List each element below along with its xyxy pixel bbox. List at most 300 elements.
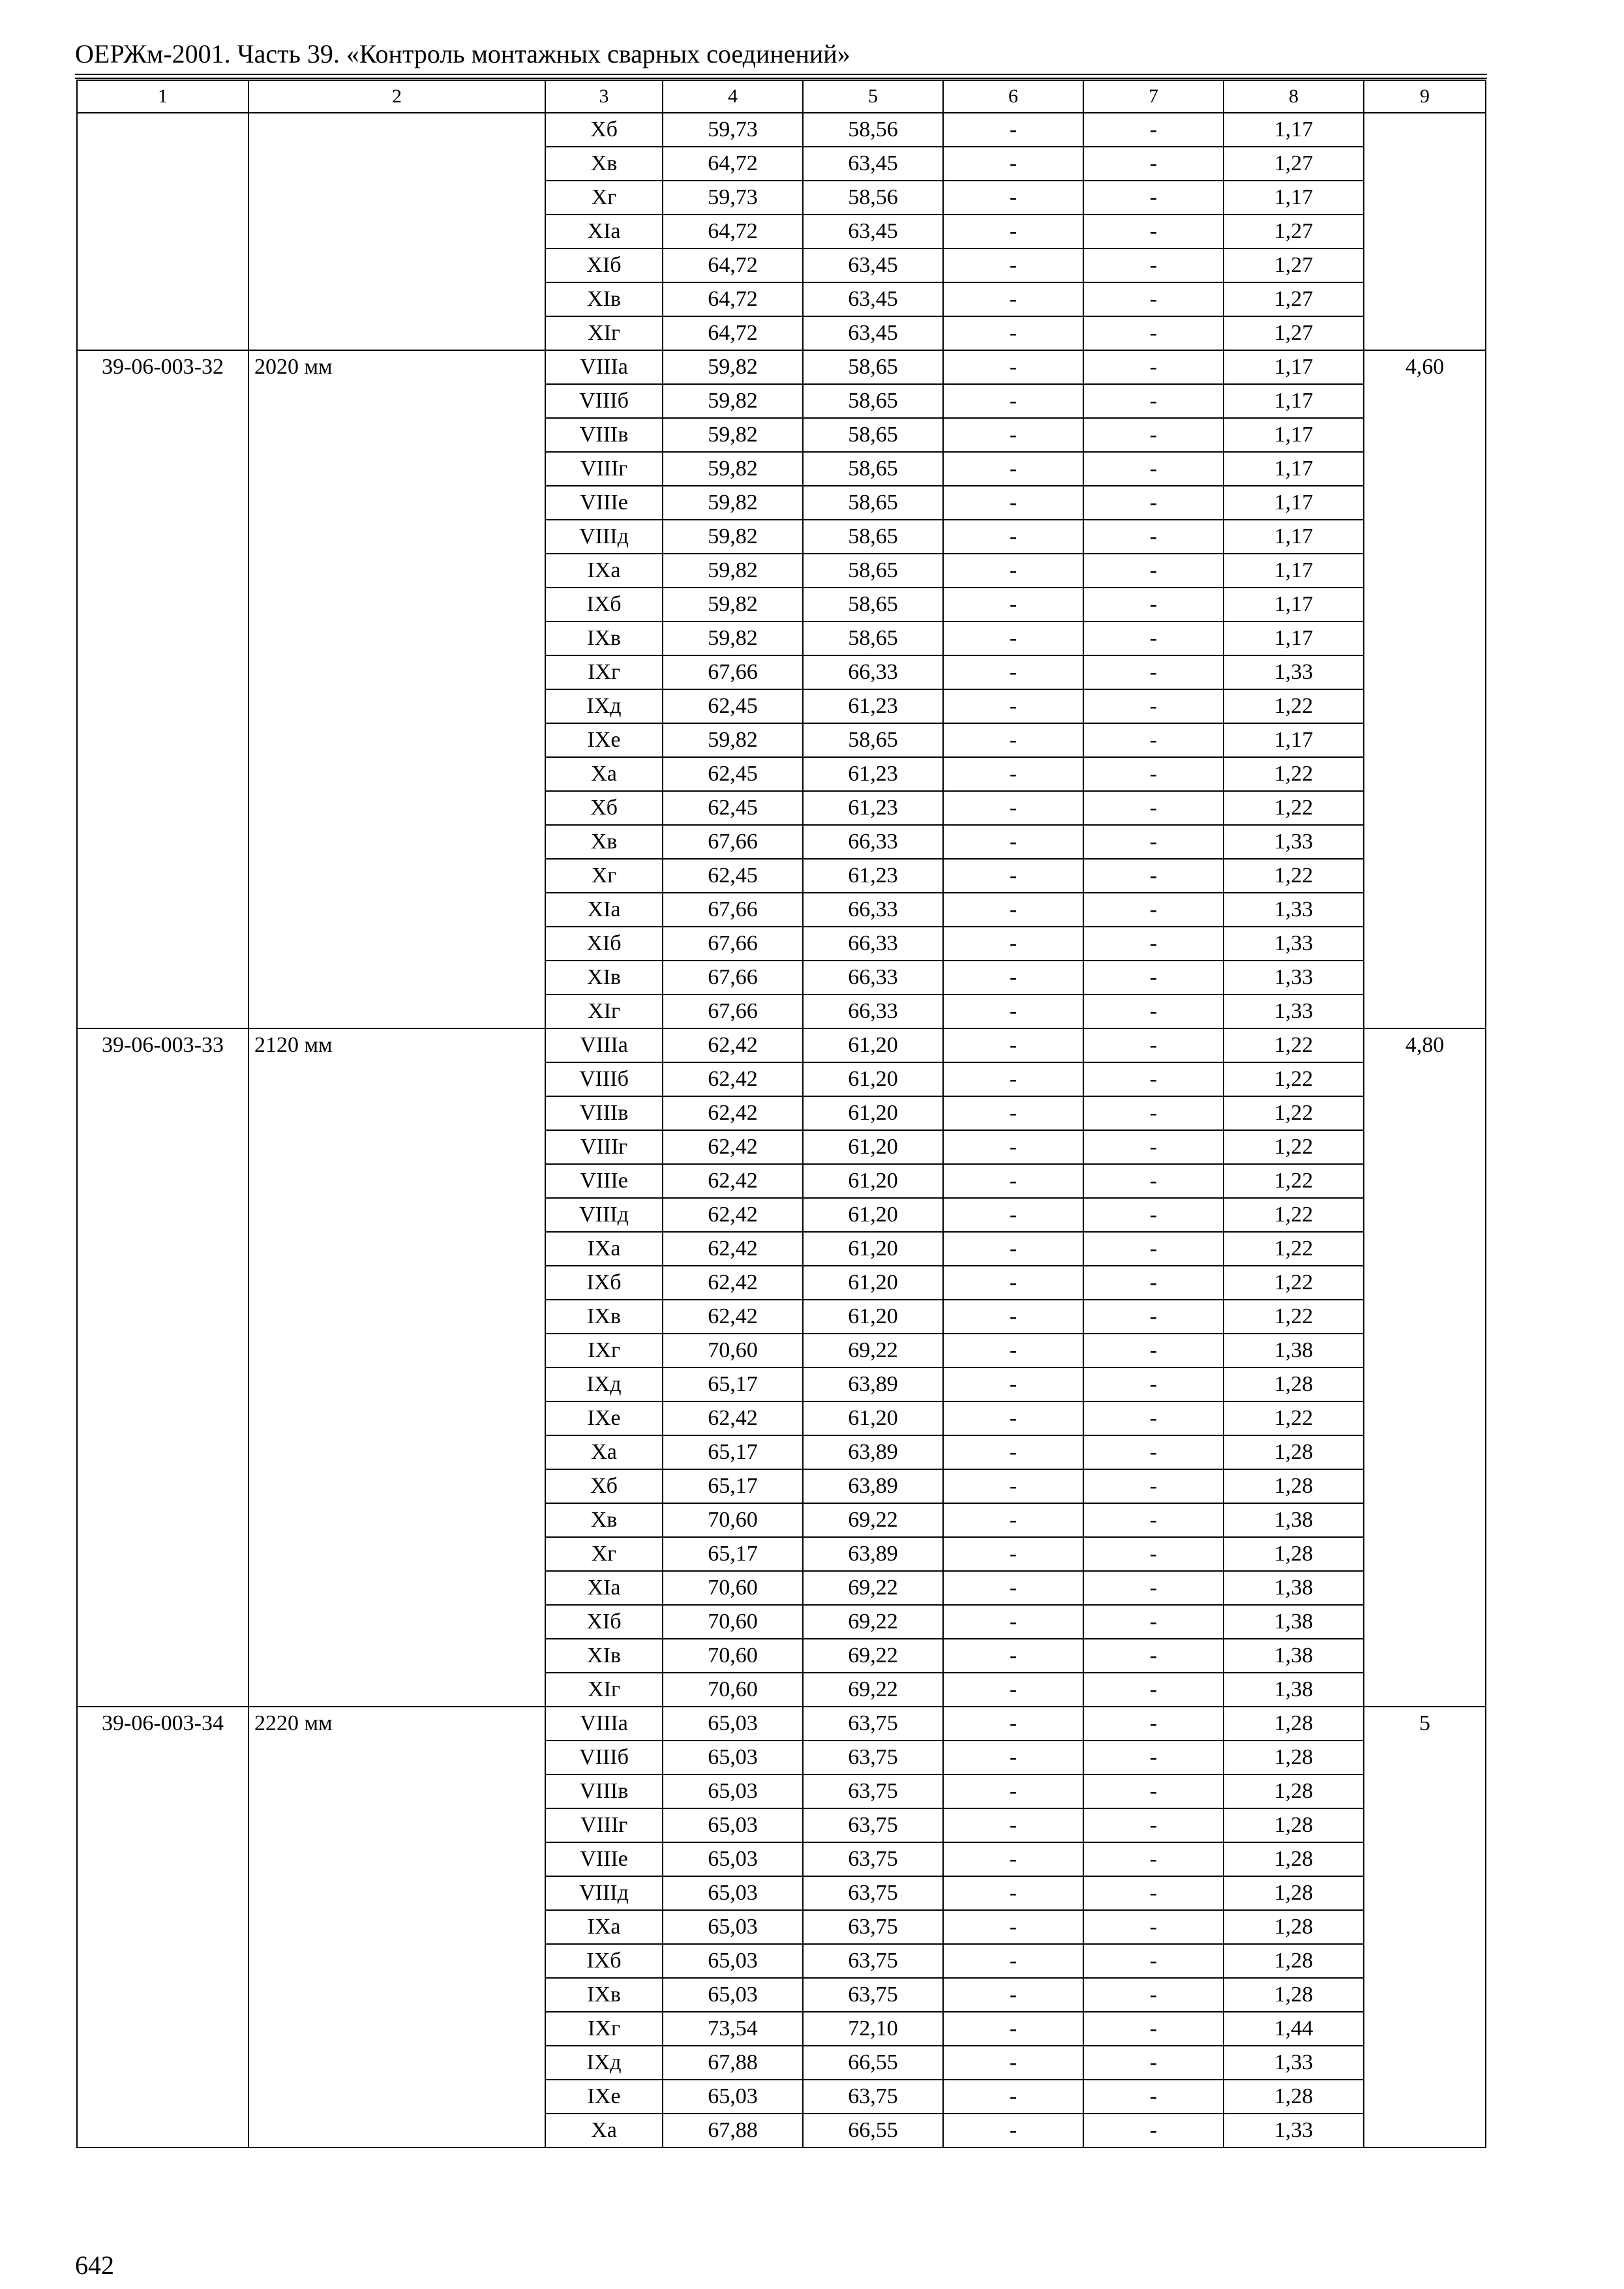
- wage-cell: 61,20: [803, 1062, 943, 1096]
- machines-cell: -: [943, 1605, 1083, 1639]
- materials-cell: 1,33: [1224, 2046, 1364, 2080]
- item-code-cell: 39-06-003-32: [77, 350, 248, 1028]
- total-cost-cell: 59,82: [663, 452, 803, 486]
- materials-cell: 1,38: [1224, 1605, 1364, 1639]
- wage-cell: 66,55: [803, 2114, 943, 2147]
- category-cell: Хв: [545, 1503, 663, 1537]
- category-cell: Хв: [545, 147, 663, 181]
- wage-cell: 58,56: [803, 113, 943, 147]
- machines-cell: -: [943, 1741, 1083, 1774]
- total-cost-cell: 65,03: [663, 1978, 803, 2012]
- category-cell: XIв: [545, 961, 663, 995]
- materials-cell: 1,22: [1224, 757, 1364, 791]
- wage-cell: 69,22: [803, 1503, 943, 1537]
- category-cell: Хб: [545, 791, 663, 825]
- total-cost-cell: 59,82: [663, 384, 803, 418]
- driver-wage-cell: -: [1083, 384, 1224, 418]
- driver-wage-cell: -: [1083, 1435, 1224, 1469]
- category-cell: Xa: [545, 1435, 663, 1469]
- driver-wage-cell: -: [1083, 452, 1224, 486]
- total-cost-cell: 65,03: [663, 2080, 803, 2114]
- category-cell: Хб: [545, 1469, 663, 1503]
- total-cost-cell: 67,66: [663, 927, 803, 961]
- materials-cell: 1,22: [1224, 1096, 1364, 1130]
- category-cell: VIIIa: [545, 1028, 663, 1062]
- category-cell: XIa: [545, 1571, 663, 1605]
- wage-cell: 69,22: [803, 1605, 943, 1639]
- materials-cell: 1,27: [1224, 215, 1364, 248]
- machines-cell: -: [943, 1164, 1083, 1198]
- category-cell: IXг: [545, 655, 663, 689]
- machines-cell: -: [943, 1774, 1083, 1808]
- machines-cell: -: [943, 1673, 1083, 1707]
- category-cell: IXa: [545, 1910, 663, 1944]
- machines-cell: -: [943, 961, 1083, 995]
- category-cell: VIIIa: [545, 350, 663, 384]
- driver-wage-cell: -: [1083, 1232, 1224, 1266]
- category-cell: VIIIa: [545, 1707, 663, 1741]
- total-cost-cell: 62,42: [663, 1062, 803, 1096]
- machines-cell: -: [943, 859, 1083, 893]
- driver-wage-cell: -: [1083, 418, 1224, 452]
- total-cost-cell: 65,17: [663, 1469, 803, 1503]
- materials-cell: 1,27: [1224, 316, 1364, 350]
- driver-wage-cell: -: [1083, 621, 1224, 655]
- total-cost-cell: 62,45: [663, 791, 803, 825]
- materials-cell: 1,38: [1224, 1503, 1364, 1537]
- driver-wage-cell: -: [1083, 2012, 1224, 2046]
- materials-cell: 1,22: [1224, 791, 1364, 825]
- materials-cell: 1,38: [1224, 1673, 1364, 1707]
- wage-cell: 63,75: [803, 1707, 943, 1741]
- wage-cell: 58,65: [803, 452, 943, 486]
- driver-wage-cell: -: [1083, 723, 1224, 757]
- labor-cost-cell: 4,60: [1364, 350, 1486, 1028]
- driver-wage-cell: -: [1083, 859, 1224, 893]
- column-number-cell: 9: [1364, 80, 1486, 113]
- total-cost-cell: 62,42: [663, 1232, 803, 1266]
- machines-cell: -: [943, 384, 1083, 418]
- driver-wage-cell: -: [1083, 927, 1224, 961]
- wage-cell: 61,20: [803, 1401, 943, 1435]
- category-cell: IXв: [545, 1978, 663, 2012]
- category-cell: Xa: [545, 757, 663, 791]
- wage-cell: 69,22: [803, 1639, 943, 1673]
- machines-cell: -: [943, 791, 1083, 825]
- column-number-cell: 2: [248, 80, 545, 113]
- machines-cell: -: [943, 350, 1083, 384]
- total-cost-cell: 65,03: [663, 1707, 803, 1741]
- machines-cell: -: [943, 2114, 1083, 2147]
- machines-cell: -: [943, 248, 1083, 282]
- machines-cell: -: [943, 893, 1083, 927]
- category-cell: XIв: [545, 282, 663, 316]
- wage-cell: 63,89: [803, 1435, 943, 1469]
- table-row: [77, 350, 1486, 384]
- total-cost-cell: 67,88: [663, 2046, 803, 2080]
- materials-cell: 1,28: [1224, 1978, 1364, 2012]
- machines-cell: -: [943, 1028, 1083, 1062]
- driver-wage-cell: -: [1083, 1469, 1224, 1503]
- total-cost-cell: 70,60: [663, 1605, 803, 1639]
- total-cost-cell: 70,60: [663, 1673, 803, 1707]
- materials-cell: 1,33: [1224, 893, 1364, 927]
- category-cell: IXe: [545, 723, 663, 757]
- category-cell: VIIIв: [545, 1096, 663, 1130]
- total-cost-cell: 59,82: [663, 418, 803, 452]
- total-cost-cell: 64,72: [663, 248, 803, 282]
- labor-cost-cell: 5: [1364, 1707, 1486, 2147]
- total-cost-cell: 65,17: [663, 1435, 803, 1469]
- driver-wage-cell: -: [1083, 1808, 1224, 1842]
- driver-wage-cell: -: [1083, 147, 1224, 181]
- machines-cell: -: [943, 2046, 1083, 2080]
- driver-wage-cell: -: [1083, 1741, 1224, 1774]
- machines-cell: -: [943, 2080, 1083, 2114]
- machines-cell: -: [943, 1944, 1083, 1978]
- category-cell: VIIIв: [545, 418, 663, 452]
- materials-cell: 1,17: [1224, 621, 1364, 655]
- item-code-cell: [77, 113, 248, 350]
- driver-wage-cell: -: [1083, 2080, 1224, 2114]
- total-cost-cell: 67,66: [663, 893, 803, 927]
- machines-cell: -: [943, 1469, 1083, 1503]
- driver-wage-cell: -: [1083, 1164, 1224, 1198]
- category-cell: XIг: [545, 316, 663, 350]
- category-cell: XIб: [545, 1605, 663, 1639]
- wage-cell: 58,65: [803, 621, 943, 655]
- category-cell: VIIIe: [545, 1842, 663, 1876]
- driver-wage-cell: -: [1083, 1774, 1224, 1808]
- wage-cell: 63,89: [803, 1469, 943, 1503]
- materials-cell: 1,22: [1224, 1028, 1364, 1062]
- materials-cell: 1,33: [1224, 995, 1364, 1028]
- materials-cell: 1,33: [1224, 825, 1364, 859]
- machines-cell: -: [943, 1062, 1083, 1096]
- wage-cell: 63,75: [803, 1842, 943, 1876]
- machines-cell: -: [943, 147, 1083, 181]
- materials-cell: 1,33: [1224, 961, 1364, 995]
- driver-wage-cell: -: [1083, 2046, 1224, 2080]
- materials-cell: 1,22: [1224, 1266, 1364, 1300]
- materials-cell: 1,28: [1224, 1435, 1364, 1469]
- total-cost-cell: 65,03: [663, 1910, 803, 1944]
- materials-cell: 1,22: [1224, 859, 1364, 893]
- driver-wage-cell: -: [1083, 181, 1224, 215]
- category-cell: Хг: [545, 181, 663, 215]
- total-cost-cell: 65,03: [663, 1944, 803, 1978]
- machines-cell: -: [943, 181, 1083, 215]
- wage-cell: 66,33: [803, 927, 943, 961]
- materials-cell: 1,27: [1224, 282, 1364, 316]
- table-row: [77, 1707, 1486, 1741]
- driver-wage-cell: -: [1083, 1062, 1224, 1096]
- category-cell: IXд: [545, 1368, 663, 1401]
- category-cell: IXa: [545, 554, 663, 588]
- wage-cell: 61,23: [803, 757, 943, 791]
- machines-cell: -: [943, 418, 1083, 452]
- driver-wage-cell: -: [1083, 655, 1224, 689]
- category-cell: XIб: [545, 248, 663, 282]
- machines-cell: -: [943, 689, 1083, 723]
- machines-cell: -: [943, 655, 1083, 689]
- wage-cell: 69,22: [803, 1334, 943, 1368]
- materials-cell: 1,28: [1224, 1707, 1364, 1741]
- wage-cell: 66,33: [803, 995, 943, 1028]
- wage-cell: 58,65: [803, 723, 943, 757]
- materials-cell: 1,38: [1224, 1639, 1364, 1673]
- wage-cell: 63,75: [803, 1910, 943, 1944]
- wage-cell: 63,89: [803, 1537, 943, 1571]
- wage-cell: 66,33: [803, 961, 943, 995]
- labor-cost-cell: [1364, 113, 1486, 350]
- driver-wage-cell: -: [1083, 1266, 1224, 1300]
- category-cell: VIIIб: [545, 1062, 663, 1096]
- materials-cell: 1,28: [1224, 1808, 1364, 1842]
- wage-cell: 61,20: [803, 1028, 943, 1062]
- materials-cell: 1,28: [1224, 1876, 1364, 1910]
- materials-cell: 1,33: [1224, 655, 1364, 689]
- column-number-cell: 7: [1083, 80, 1224, 113]
- category-cell: VIIIб: [545, 1741, 663, 1774]
- total-cost-cell: 70,60: [663, 1334, 803, 1368]
- wage-cell: 63,75: [803, 1774, 943, 1808]
- total-cost-cell: 65,17: [663, 1368, 803, 1401]
- materials-cell: 1,28: [1224, 1944, 1364, 1978]
- total-cost-cell: 62,42: [663, 1198, 803, 1232]
- category-cell: Хг: [545, 859, 663, 893]
- total-cost-cell: 64,72: [663, 215, 803, 248]
- total-cost-cell: 59,82: [663, 350, 803, 384]
- total-cost-cell: 64,72: [663, 147, 803, 181]
- category-cell: IXб: [545, 1944, 663, 1978]
- category-cell: XIг: [545, 995, 663, 1028]
- materials-cell: 1,33: [1224, 2114, 1364, 2147]
- machines-cell: -: [943, 1232, 1083, 1266]
- driver-wage-cell: -: [1083, 215, 1224, 248]
- wage-cell: 63,75: [803, 1808, 943, 1842]
- wage-cell: 61,20: [803, 1130, 943, 1164]
- machines-cell: -: [943, 1639, 1083, 1673]
- header-rule-bottom: [75, 78, 1487, 79]
- category-cell: XIa: [545, 215, 663, 248]
- driver-wage-cell: -: [1083, 1673, 1224, 1707]
- machines-cell: -: [943, 1537, 1083, 1571]
- wage-cell: 63,45: [803, 248, 943, 282]
- total-cost-cell: 62,45: [663, 689, 803, 723]
- total-cost-cell: 67,88: [663, 2114, 803, 2147]
- wage-cell: 63,75: [803, 2080, 943, 2114]
- total-cost-cell: 62,42: [663, 1096, 803, 1130]
- driver-wage-cell: -: [1083, 1503, 1224, 1537]
- category-cell: VIIIг: [545, 452, 663, 486]
- diameter-cell: 2220 мм: [248, 1707, 545, 2147]
- wage-cell: 61,20: [803, 1300, 943, 1334]
- driver-wage-cell: -: [1083, 893, 1224, 927]
- header-rule-top: [75, 74, 1487, 75]
- materials-cell: 1,17: [1224, 554, 1364, 588]
- driver-wage-cell: -: [1083, 1842, 1224, 1876]
- wage-cell: 61,20: [803, 1232, 943, 1266]
- driver-wage-cell: -: [1083, 554, 1224, 588]
- total-cost-cell: 59,82: [663, 621, 803, 655]
- category-cell: IXг: [545, 1334, 663, 1368]
- materials-cell: 1,28: [1224, 1774, 1364, 1808]
- driver-wage-cell: -: [1083, 791, 1224, 825]
- driver-wage-cell: -: [1083, 1978, 1224, 2012]
- total-cost-cell: 70,60: [663, 1639, 803, 1673]
- category-cell: Xa: [545, 2114, 663, 2147]
- total-cost-cell: 67,66: [663, 995, 803, 1028]
- machines-cell: -: [943, 995, 1083, 1028]
- materials-cell: 1,17: [1224, 486, 1364, 520]
- machines-cell: -: [943, 1334, 1083, 1368]
- wage-cell: 63,45: [803, 147, 943, 181]
- category-cell: VIIIг: [545, 1130, 663, 1164]
- materials-cell: 1,28: [1224, 1368, 1364, 1401]
- materials-cell: 1,17: [1224, 418, 1364, 452]
- materials-cell: 1,27: [1224, 248, 1364, 282]
- total-cost-cell: 73,54: [663, 2012, 803, 2046]
- total-cost-cell: 62,45: [663, 757, 803, 791]
- category-cell: IXa: [545, 1232, 663, 1266]
- machines-cell: -: [943, 1503, 1083, 1537]
- total-cost-cell: 59,82: [663, 486, 803, 520]
- driver-wage-cell: -: [1083, 1639, 1224, 1673]
- machines-cell: -: [943, 588, 1083, 621]
- machines-cell: -: [943, 282, 1083, 316]
- machines-cell: -: [943, 723, 1083, 757]
- materials-cell: 1,33: [1224, 927, 1364, 961]
- wage-cell: 63,89: [803, 1368, 943, 1401]
- category-cell: Хг: [545, 1537, 663, 1571]
- wage-cell: 66,33: [803, 825, 943, 859]
- driver-wage-cell: -: [1083, 2114, 1224, 2147]
- total-cost-cell: 59,82: [663, 554, 803, 588]
- category-cell: XIв: [545, 1639, 663, 1673]
- column-number-cell: 3: [545, 80, 663, 113]
- materials-cell: 1,17: [1224, 181, 1364, 215]
- total-cost-cell: 59,73: [663, 113, 803, 147]
- driver-wage-cell: -: [1083, 1401, 1224, 1435]
- materials-cell: 1,17: [1224, 723, 1364, 757]
- total-cost-cell: 65,03: [663, 1774, 803, 1808]
- driver-wage-cell: -: [1083, 520, 1224, 554]
- driver-wage-cell: -: [1083, 1707, 1224, 1741]
- driver-wage-cell: -: [1083, 113, 1224, 147]
- materials-cell: 1,28: [1224, 1537, 1364, 1571]
- driver-wage-cell: -: [1083, 1300, 1224, 1334]
- machines-cell: -: [943, 1842, 1083, 1876]
- machines-cell: -: [943, 215, 1083, 248]
- wage-cell: 63,75: [803, 1978, 943, 2012]
- materials-cell: 1,22: [1224, 1164, 1364, 1198]
- category-cell: VIIIд: [545, 520, 663, 554]
- machines-cell: -: [943, 1435, 1083, 1469]
- machines-cell: -: [943, 1571, 1083, 1605]
- wage-cell: 61,20: [803, 1096, 943, 1130]
- machines-cell: -: [943, 2012, 1083, 2046]
- machines-cell: -: [943, 1300, 1083, 1334]
- category-cell: VIIIг: [545, 1808, 663, 1842]
- wage-cell: 63,45: [803, 316, 943, 350]
- materials-cell: 1,17: [1224, 520, 1364, 554]
- machines-cell: -: [943, 1808, 1083, 1842]
- driver-wage-cell: -: [1083, 689, 1224, 723]
- machines-cell: -: [943, 1978, 1083, 2012]
- wage-cell: 58,65: [803, 486, 943, 520]
- category-cell: Хб: [545, 113, 663, 147]
- table-row: [77, 1028, 1486, 1062]
- machines-cell: -: [943, 825, 1083, 859]
- item-code-cell: 39-06-003-34: [77, 1707, 248, 2147]
- machines-cell: -: [943, 520, 1083, 554]
- total-cost-cell: 64,72: [663, 316, 803, 350]
- wage-cell: 58,65: [803, 520, 943, 554]
- diameter-cell: 2020 мм: [248, 350, 545, 1028]
- materials-cell: 1,28: [1224, 1741, 1364, 1774]
- category-cell: VIIIe: [545, 1164, 663, 1198]
- category-cell: IXб: [545, 588, 663, 621]
- driver-wage-cell: -: [1083, 588, 1224, 621]
- driver-wage-cell: -: [1083, 1571, 1224, 1605]
- category-cell: VIIIд: [545, 1198, 663, 1232]
- labor-cost-cell: 4,80: [1364, 1028, 1486, 1707]
- machines-cell: -: [943, 1876, 1083, 1910]
- wage-cell: 63,45: [803, 282, 943, 316]
- category-cell: XIa: [545, 893, 663, 927]
- category-cell: IXв: [545, 1300, 663, 1334]
- total-cost-cell: 62,42: [663, 1164, 803, 1198]
- machines-cell: -: [943, 1401, 1083, 1435]
- materials-cell: 1,28: [1224, 2080, 1364, 2114]
- wage-cell: 58,65: [803, 350, 943, 384]
- machines-cell: -: [943, 486, 1083, 520]
- driver-wage-cell: -: [1083, 1368, 1224, 1401]
- wage-cell: 58,65: [803, 384, 943, 418]
- machines-cell: -: [943, 113, 1083, 147]
- machines-cell: -: [943, 1707, 1083, 1741]
- driver-wage-cell: -: [1083, 961, 1224, 995]
- category-cell: IXб: [545, 1266, 663, 1300]
- total-cost-cell: 62,42: [663, 1401, 803, 1435]
- driver-wage-cell: -: [1083, 248, 1224, 282]
- driver-wage-cell: -: [1083, 1334, 1224, 1368]
- wage-cell: 66,33: [803, 655, 943, 689]
- wage-cell: 69,22: [803, 1571, 943, 1605]
- category-cell: VIIIд: [545, 1876, 663, 1910]
- wage-cell: 72,10: [803, 2012, 943, 2046]
- total-cost-cell: 59,82: [663, 588, 803, 621]
- driver-wage-cell: -: [1083, 1028, 1224, 1062]
- driver-wage-cell: -: [1083, 1096, 1224, 1130]
- driver-wage-cell: -: [1083, 1130, 1224, 1164]
- driver-wage-cell: -: [1083, 486, 1224, 520]
- machines-cell: -: [943, 1368, 1083, 1401]
- total-cost-cell: 65,03: [663, 1741, 803, 1774]
- driver-wage-cell: -: [1083, 825, 1224, 859]
- total-cost-cell: 67,66: [663, 961, 803, 995]
- materials-cell: 1,22: [1224, 1300, 1364, 1334]
- total-cost-cell: 59,82: [663, 520, 803, 554]
- driver-wage-cell: -: [1083, 350, 1224, 384]
- column-number-cell: 1: [77, 80, 248, 113]
- diameter-cell: [248, 113, 545, 350]
- machines-cell: -: [943, 1096, 1083, 1130]
- running-header: ОЕРЖм-2001. Часть 39. «Контроль монтажных сварных соединений»: [75, 39, 850, 68]
- driver-wage-cell: -: [1083, 1944, 1224, 1978]
- category-cell: VIIIб: [545, 384, 663, 418]
